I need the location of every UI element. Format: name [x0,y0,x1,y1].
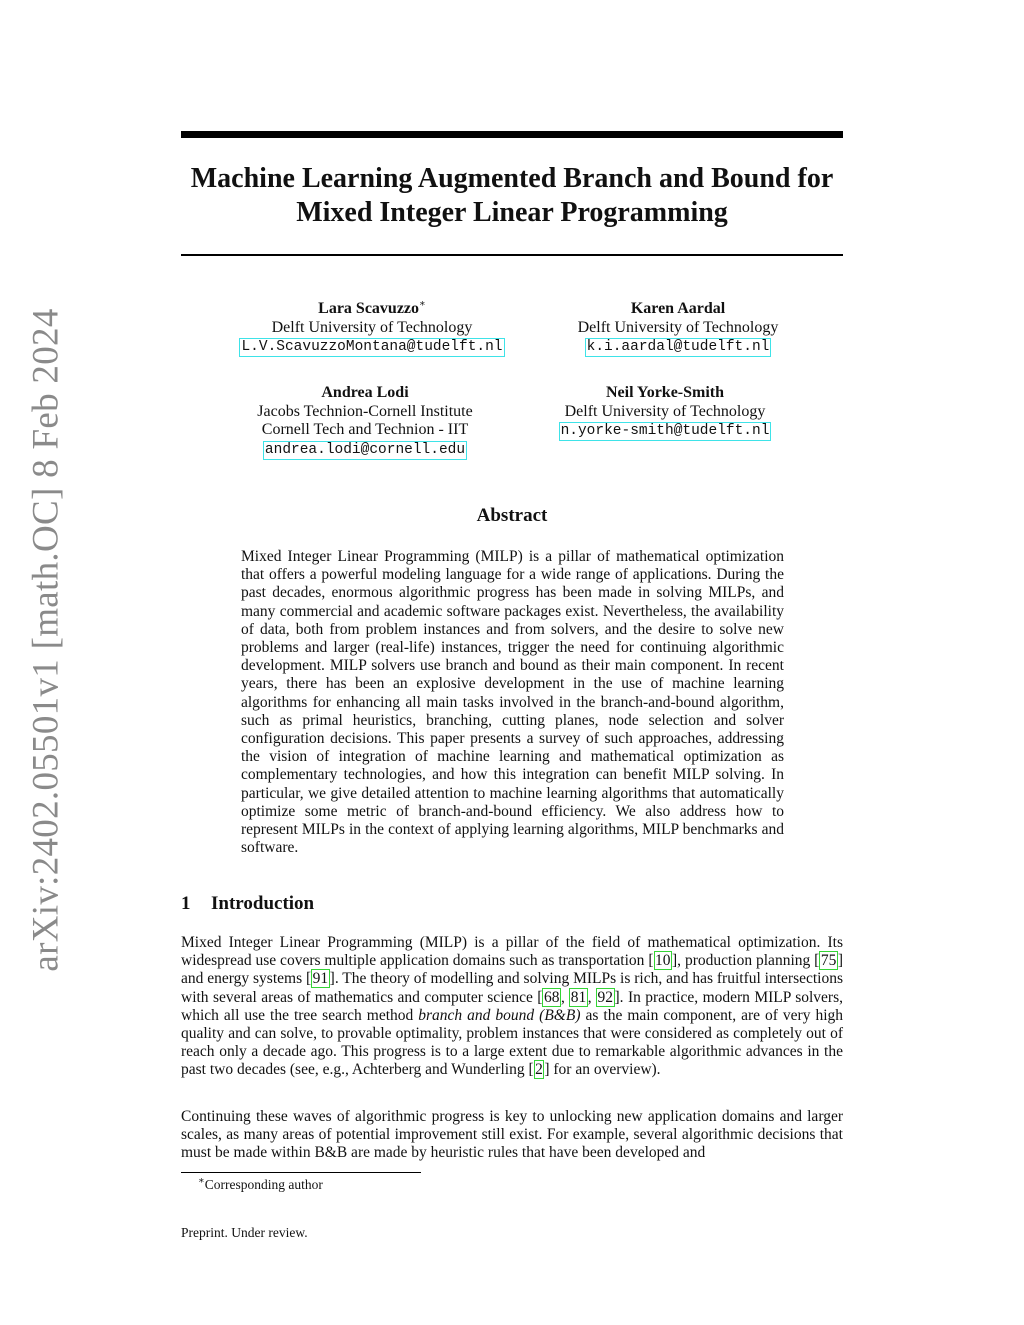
citation-link[interactable]: 2 [535,1061,543,1079]
footnote-rule [181,1172,421,1173]
citation-link[interactable]: 91 [312,970,329,988]
author-name: Lara Scavuzzo∗ [318,298,426,317]
title-line-1: Machine Learning Augmented Branch and Bound for [190,163,834,194]
author-affiliation: Cornell Tech and Technion - IIT [261,421,469,438]
abstract-heading: Abstract [476,505,548,526]
author-affiliation: Jacobs Technion-Cornell Institute [257,402,473,420]
abstract-text: Mixed Integer Linear Programming (MILP) is a pillar of mathematical optimization that offers a powerful modeling language for a wide range of applications. During the past decades, enormous algorithmic progress has been made in solving MILPs, and many commercial and academic software packages exist. Nevertheless, the availability of data, both from problem instances and from solvers, and the desire to solve new problems and larger (real-life) instances, trigger the need for continuing algorithmic development. MILP solvers use branch and bound as their main component. In recent years, there has been an explosive development in the use of machine learning algorithms for enhancing all main tasks involved in the branch-and-bound algorithm, such as primal heuristics, branching, cutting planes, node selection and solver configuration decisions. This paper presents a survey of such approaches, addressing the vision of integration of machine learning and mathematical optimization as complementary technologies, and how this integration can benefit MILP solving. In particular, we give detailed attention to machine learning algorithms that automatically optimize some metric of branch-and-bound efficiency. We also address how to represent MILPs in the context of applying learning algorithms, MILP benchmarks and software. [241,548,784,857]
footnote [198,1177,323,1193]
paper-title [181,162,843,230]
arxiv-identifier: arXiv:2402.05501v1 [math.OC] 8 Feb 2024 [25,308,67,972]
author-name: Andrea Lodi [321,384,409,401]
author-email-link[interactable]: n.yorke-smith@tudelft.nl [560,423,770,439]
author-name: Karen Aardal [630,300,726,317]
title-bottom-rule [181,254,843,256]
corresponding-mark: ∗ [419,298,426,310]
author-email-link[interactable]: andrea.lodi@cornell.edu [264,441,466,458]
intro-paragraph-2: Continuing these waves of algorithmic progress is key to unlocking new application domains and larger scales, as many areas of potential improvement still exist. For example, several algorithmic decisions that must be made within B&B are made by heuristic rules that have been developed and [181,1108,843,1162]
author-name: Neil Yorke-Smith [605,384,725,401]
section-title: Introduction [211,893,315,914]
author-email-link[interactable]: k.i.aardal@tudelft.nl [586,339,770,355]
preprint-note: Preprint. Under review. [181,1225,308,1240]
title-line-2: Mixed Integer Linear Programming [296,197,728,228]
section-heading [181,893,314,915]
author-block-1 [222,300,522,357]
citation-link[interactable]: 75 [820,952,837,970]
author-block-4 [515,384,815,441]
footnote-text: Corresponding author [204,1177,323,1192]
footnote-mark: ∗ [198,1175,205,1187]
author-block-2 [528,300,828,357]
citation-link[interactable]: 68 [543,988,560,1006]
author-email-link[interactable]: L.V.ScavuzzoMontana@tudelft.nl [241,339,503,355]
citation-link[interactable]: 10 [655,952,671,970]
title-top-rule [181,131,843,138]
intro-paragraph-1: Mixed Integer Linear Programming (MILP) is a pillar of the field of mathematical optimization. Its widespread use covers multiple application domains such as transportation [10], production planning [75] and energy systems [91]. The theory of modelling and solving MILPs is rich, and has fruitful intersections with several areas of mathematics and computer science [68, 81, 92]. In practice, modern MILP solvers, which all use the tree search method branch and bound (B&B) as the main component, are of very high quality and can solve, to provable optimality, problem instances that were considered as completely out of reach only a decade ago. This progress is to a large extent due to remarkable algorithmic advances in the past two decades (see, e.g., Achterberg and Wunderling [2] for an overview). [181,934,844,1079]
citation-link[interactable]: 92 [597,988,613,1006]
emphasis-term: branch and bound (B&B) [418,1006,581,1024]
arxiv-sidebar [0,0,92,1325]
section-number: 1 [181,893,191,914]
author-affiliation: Delft University of Technology [577,318,779,336]
author-block-3 [215,384,515,460]
citation-link[interactable]: 81 [570,988,587,1006]
author-affiliation: Delft University of Technology [564,402,766,420]
author-affiliation: Delft University of Technology [271,318,473,336]
